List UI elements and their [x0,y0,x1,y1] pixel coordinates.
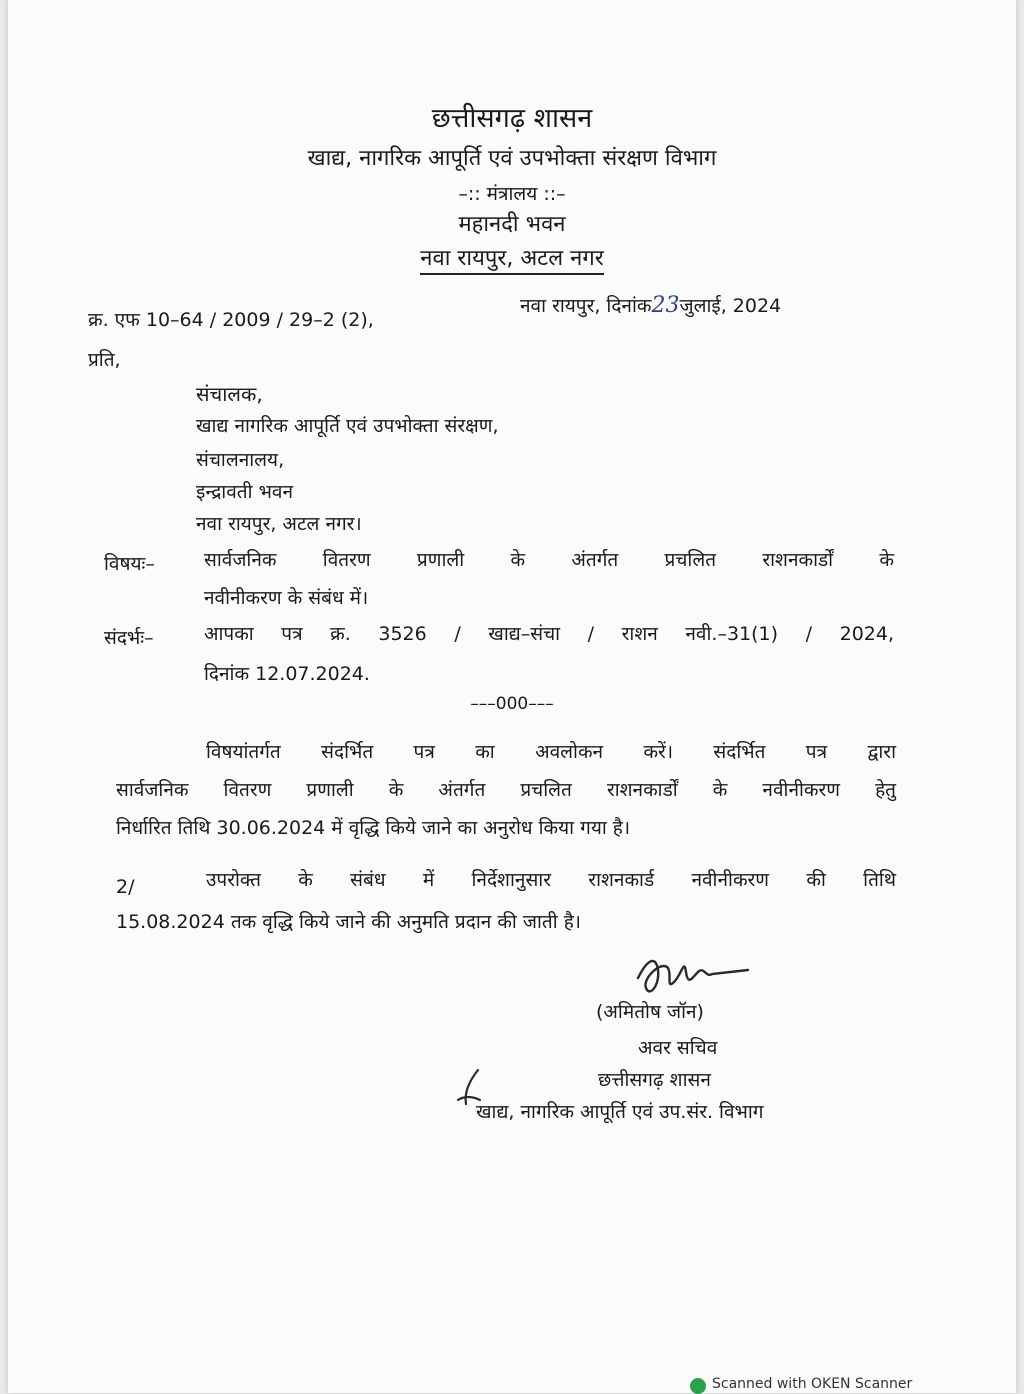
sandarbh-label: संदर्भः– [104,627,154,649]
para2-line-2: 15.08.2024 तक वृद्धि किये जाने की अनुमति प्रदान की जाती है। [116,911,581,933]
signatory-name: (अमितोष जॉन) [596,1001,704,1023]
letter-page [8,0,1016,1393]
addressee-prati: प्रति, [88,349,121,371]
scanner-watermark: Scanned with OKEN Scanner [712,1376,913,1392]
signatory-designation: अवर सचिव [638,1037,718,1059]
reference-place-date-prefix: नवा रायपुर, दिनांक [520,295,652,317]
subject-line-2: नवीनीकरण के संबंध में। [204,587,369,609]
divider: –––000––– [470,694,554,714]
header-office: –:: मंत्रालय ::– [458,183,566,205]
header-government: छत्तीसगढ़ शासन [431,103,593,134]
scanner-logo-icon [690,1378,706,1394]
signatory-government: छत्तीसगढ़ शासन [598,1069,711,1091]
sandarbh-line-1: आपका पत्र क्र. 3526 / खाद्य–संचा / राशन नवी.–31(1) / 2024, [204,623,894,645]
signatory-department: खाद्य, नागरिक आपूर्ति एवं उप.संर. विभाग [476,1101,764,1123]
addressee-line: नवा रायपुर, अटल नगर। [196,513,362,535]
handwritten-date-day: 23 [651,293,680,318]
header-city-wrap [8,242,1016,272]
subject-line-1: सार्वजनिक वितरण प्रणाली के अंतर्गत प्रचलित राशनकार्डों के [204,549,894,571]
para1-line-3: निर्धारित तिथि 30.06.2024 में वृद्धि किये जाने का अनुरोध किया गया है। [116,817,631,839]
para1-line-1: विषयांतर्गत संदर्भित पत्र का अवलोकन करें। संदर्भित पत्र द्वारा [206,741,896,763]
sandarbh-line-2: दिनांक 12.07.2024. [204,663,370,685]
para2-number: 2/ [116,876,135,898]
addressee-line: संचालनालय, [196,449,285,471]
header-department: खाद्य, नागरिक आपूर्ति एवं उपभोक्ता संरक्षण विभाग [307,146,717,171]
reference-date [520,292,781,318]
reference-number: क्र. एफ 10–64 / 2009 / 29–2 (2), [88,309,374,331]
header-city: नवा रायपुर, अटल नगर [420,246,603,275]
reference-date-suffix: जुलाई, 2024 [679,295,782,317]
para1-line-2: सार्वजनिक वितरण प्रणाली के अंतर्गत प्रचलित राशनकार्डों के नवीनीकरण हेतु [116,779,896,801]
addressee-line: इन्द्रावती भवन [196,481,294,503]
subject-label: विषयः– [104,553,155,575]
addressee-line: खाद्य नागरिक आपूर्ति एवं उपभोक्ता संरक्षण, [196,415,499,437]
addressee-line: संचालक, [196,382,263,406]
header-building: महानदी भवन [458,212,566,237]
para2-line-1: उपरोक्त के संबंध में निर्देशानुसार राशनकार्ड नवीनीकरण की तिथि [206,869,896,891]
